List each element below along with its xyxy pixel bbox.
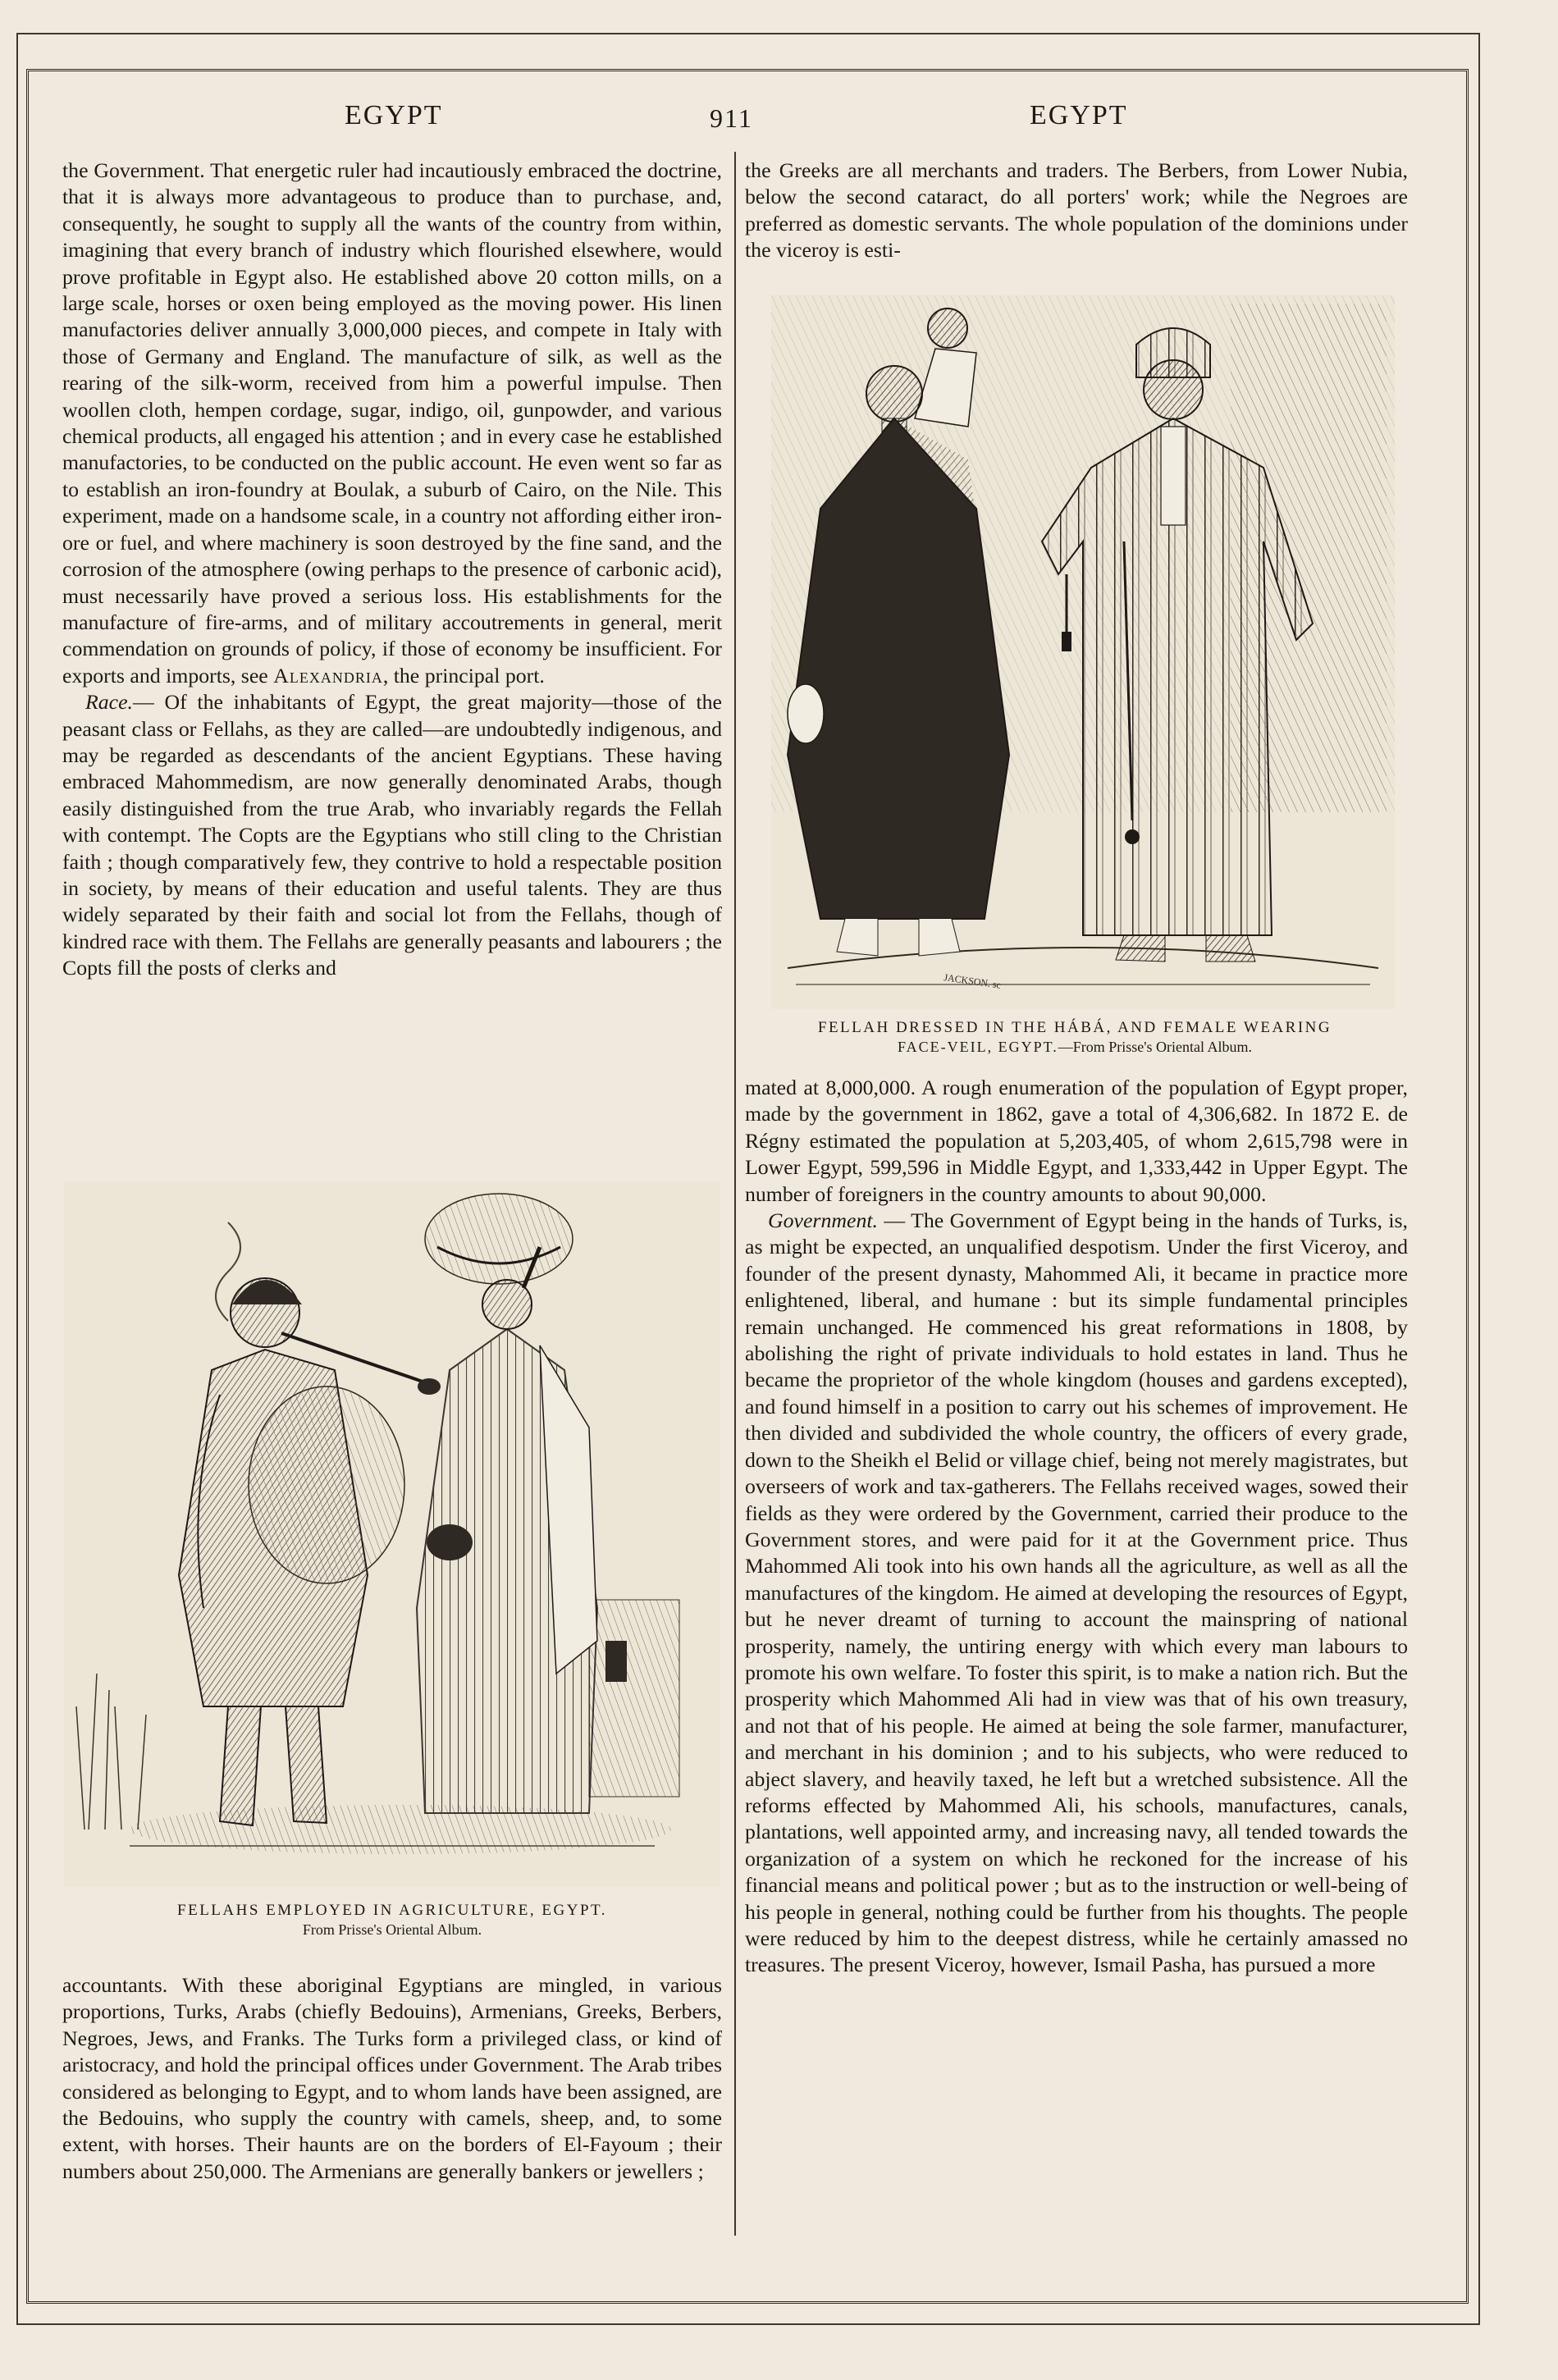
paragraph	[62, 158, 722, 689]
illustration-fellahs-agriculture	[64, 1181, 720, 1887]
paragraph-government	[745, 1208, 1408, 1979]
engraving-fellahs	[64, 1181, 720, 1887]
page-number: 911	[710, 103, 753, 133]
section-head-race: Race.	[85, 690, 134, 715]
paragraph: accountants. With these aboriginal Egyptians are mingled, in various proportions, Turks, Arabs (chiefly Bedouins), Armenians, Greeks, Berbers, Negroes, Jews, and Franks. The Turks form a privileged class, or kind of aristocracy, and hold the principal offices under Government. The Arab tribes considered as belonging to Egypt, and to whom lands have been assigned, are the Bedouins, who supply the country with camels, sheep, and, to some extent, with horses. Their haunts are on the borders of El-Fayoum ; their numbers about 250,000. The Armenians are generally bankers or jewellers ;	[62, 1973, 722, 2183]
caption-credit-line	[738, 1039, 1411, 1056]
cross-reference-alexandria: Alexandria	[273, 663, 383, 688]
caption-right-figure	[738, 1019, 1411, 1056]
caption-credit: —From Prisse's Oriental Album.	[1058, 1039, 1253, 1055]
caption-text-line2: FACE-VEIL, EGYPT.	[897, 1039, 1058, 1055]
section-head-government: Government.	[768, 1208, 878, 1233]
paragraph: the Greeks are all merchants and traders. The Berbers, from Lower Nubia, below the second cataract, do all porters' work; while the Negroes are preferred as domestic servants. The whole population of the dominions under the viceroy is esti-	[745, 158, 1408, 263]
illustration-fellah-haba	[771, 295, 1395, 1009]
paragraph-race	[62, 689, 722, 981]
left-column-bottom	[62, 1972, 722, 2243]
paragraph-text: — The Government of Egypt being in the hands of Turks, is, as might be expected, an unqualified despotism. Under the first Viceroy, and founder of the present dynasty, Mahommed Ali, it became in practice more enlightened, liberal, and humane : but its simple fundamental principles remain unchanged. He commenced his great reformations in 1808, by abolishing the right of private individuals to hold estates in land. Thus he became the proprietor of the whole kingdom (houses and gardens excepted), and found himself in a position to carry out his schemes of improvement. He then divided and subdivided the whole country, the officers of every grade, down to the Sheikh el Belid or village chief, being not merely magistrates, but overseers of work and tax-gatherers. The Fellahs received wages, sowed their fields as they were ordered by the Government, carried their produce to the Government stores, and were paid for it at the Government price. Thus Mahommed Ali took into his own hands all the agriculture, as well as all the manufactures of the kingdom. He aimed at developing the resources of Egypt, but he never dreamt of turning to account the mainspring of national prosperity, namely, the untiring energy with which every man labours to promote his own welfare. To foster this spirit, is to make a nation rich. But the prosperity which Mahommed Ali had in view was that of his own treasury, and not that of his people. He aimed at being the sole farmer, manufacturer, and merchant in his dominion ; and to his subjects, who were reduced to abject slavery, and heavily taxed, he left but a wretched subsistence. All the reforms effected by Mahommed Ali, his schools, manufactures, canals, plantations, well appointed army, and increasing navy, all tended towards the organization of a system on which he reckoned for the increase of his financial means and political power ; but as to the instruction or well-being of his people in general, nothing could be further from his thoughts. The people were reduced by him to the deepest distress, while he certainly amassed no treasures. The present Viceroy, however, Ismail Pasha, has pursued a more	[745, 1208, 1408, 1977]
caption-text: FELLAHS EMPLOYED IN AGRICULTURE, EGYPT.	[177, 1902, 607, 1919]
right-column-bottom	[745, 1075, 1408, 2248]
column-divider	[734, 152, 736, 2236]
header-right-title: EGYPT	[1030, 100, 1128, 130]
caption-left-figure	[64, 1902, 720, 1939]
right-column-top	[745, 158, 1408, 289]
paragraph-text: — Of the inhabitants of Egypt, the great majority—those of the peasant class or Fellahs, as they are called—are undoubtedly indigenous, and may be regarded as descendants of the ancient Egyptians. These having embraced Mahommedism, are now generally denominated Arabs, though easily distinguished from the true Arab, who invariably regards the Fellah with contempt. The Copts are the Egyptians who still cling to the Christian faith ; though comparatively few, they contrive to hold a respectable position in society, by means of their education and useful talents. They are thus widely separated by their faith and social lot from the Fellahs, though of kindred race with them. The Fellahs are generally peasants and labourers ; the Copts fill the posts of clerks and	[62, 690, 722, 980]
caption-credit: From Prisse's Oriental Album.	[302, 1921, 482, 1938]
reeds	[76, 1674, 146, 1830]
hut	[589, 1600, 679, 1797]
paragraph-tail: , the principal port.	[382, 663, 545, 688]
paragraph: mated at 8,000,000. A rough enumeration of the population of Egypt proper, made by the government in 1862, gave a total of 4,306,682. In 1872 E. de Régny estimated the population at 5,203,405, of whom 2,615,798 were in Lower Egypt, 599,596 in Middle Egypt, and 1,333,442 in Upper Egypt. The number of foreigners in the country amounts to about 90,000.	[745, 1076, 1408, 1206]
paragraph-text: the Government. That energetic ruler had incautiously embraced the doctrine, that it is always more advantageous to produce than to purchase, and, consequently, he sought to supply all the wants of the country from within, imagining that every branch of industry which flourished elsewhere, would prove profitable in Egypt also. He established above 20 cotton mills, on a large scale, horses or oxen being employed as the moving power. His linen manufactories deliver annually 3,000,000 pieces, and compete in Italy with those of Germany and England. The manufacture of silk, as well as the rearing of the silk-worm, received from him a powerful impulse. Then woollen cloth, hempen cordage, sugar, indigo, oil, gunpowder, and various chemical products, all engaged his attention ; and in every case he established manufactories, to be conducted on the public account. He even went so far as to establish an iron-foundry at Boulak, a suburb of Cairo, on the Nile. This experiment, made on a handsome scale, in a country not affording either iron-ore or fuel, and where machinery is soon destroyed by the fine sand, and the corrosion of the atmosphere (owing perhaps to the presence of carbonic acid), must necessarily have proved a serious loss. His establishments for the manufacture of fire-arms, and of military accoutrements in general, merit commendation on grounds of policy, if those of economy be insufficient. For exports and imports, see	[62, 158, 722, 688]
caption-text: FELLAH DRESSED IN THE HÁBÁ, AND FEMALE WEARING	[817, 1019, 1332, 1036]
engraver-signature: JACKSON. sc	[943, 971, 1002, 991]
left-column-top	[62, 158, 722, 1175]
engraving-fellah-haba	[771, 295, 1395, 1009]
male-fellah-figure	[179, 1278, 441, 1825]
header-left-title: EGYPT	[345, 100, 443, 130]
running-header	[33, 92, 1460, 141]
female-figure-with-basket	[417, 1194, 597, 1813]
